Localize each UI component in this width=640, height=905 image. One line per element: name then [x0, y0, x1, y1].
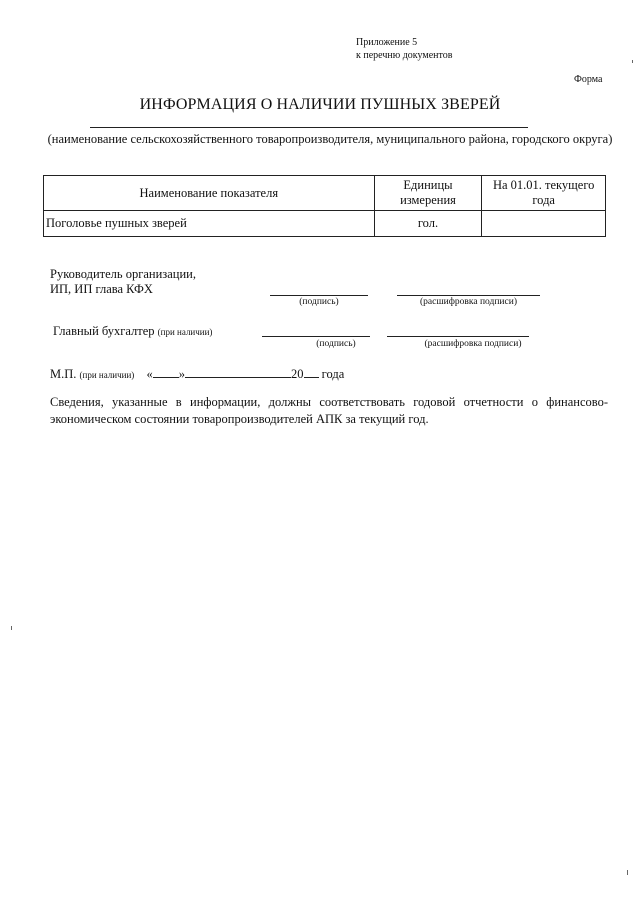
- chief-accountant-label: [53, 324, 212, 340]
- header-value: На 01.01. текущего года: [482, 176, 606, 211]
- day-field[interactable]: [153, 367, 179, 378]
- annex-reference: [356, 36, 452, 62]
- head-signature-line[interactable]: [270, 295, 368, 296]
- accountant-decoding-line[interactable]: [387, 336, 529, 337]
- annex-number: Приложение 5: [356, 37, 418, 48]
- header-unit: Единицы измерения: [374, 176, 482, 211]
- month-field[interactable]: [185, 367, 291, 378]
- table-row: [44, 211, 606, 237]
- head-decoding-line[interactable]: [397, 295, 540, 296]
- cell-unit: гол.: [374, 211, 482, 237]
- stamp-date-row: [50, 367, 344, 383]
- head-signature-caption: (подпись): [299, 297, 339, 307]
- document-title: ИНФОРМАЦИЯ О НАЛИЧИИ ПУШНЫХ ЗВЕРЕЙ: [139, 96, 501, 113]
- chief-accountant-note: (при наличии): [157, 327, 213, 337]
- cell-indicator: Поголовье пушных зверей: [44, 211, 375, 237]
- indicators-table: [43, 175, 606, 237]
- producer-name-line: [90, 127, 528, 128]
- scan-mark: [632, 60, 633, 63]
- accountant-signature-caption: (подпись): [316, 339, 356, 349]
- year-suffix: года: [321, 367, 345, 381]
- scan-mark: [627, 870, 628, 875]
- stamp-label: М.П.: [50, 367, 77, 381]
- table-header-row: [44, 176, 606, 211]
- head-label-line1: Руководитель организации,: [50, 267, 196, 281]
- accountant-signature-line[interactable]: [262, 336, 370, 337]
- head-decoding-caption: (расшифровка подписи): [420, 297, 517, 307]
- header-indicator: Наименование показателя: [44, 176, 375, 211]
- cell-value[interactable]: [482, 211, 606, 237]
- stamp-note: (при наличии): [79, 370, 135, 380]
- chief-accountant-title: Главный бухгалтер: [53, 324, 155, 338]
- head-label: [50, 267, 196, 297]
- head-label-line2: ИП, ИП глава КФХ: [50, 282, 153, 296]
- year-field[interactable]: [304, 367, 319, 378]
- producer-name-caption: (наименование сельскохозяйственного товаропроизводителя, муниципального района, городского округа): [47, 132, 613, 146]
- accountant-decoding-caption: (расшифровка подписи): [424, 339, 522, 349]
- scan-mark: [11, 626, 12, 630]
- date-open-quote: «: [146, 367, 153, 381]
- year-prefix: 20: [291, 367, 304, 381]
- form-label: Форма: [574, 74, 603, 85]
- information-note: Сведения, указанные в информации, должны соответствовать годовой отчетности о финансово-экономическом состоянии товаропроизводителей АПК за текущий год.: [50, 395, 608, 426]
- date-close-quote: »: [178, 367, 186, 381]
- annex-reference-text: к перечню документов: [356, 50, 453, 61]
